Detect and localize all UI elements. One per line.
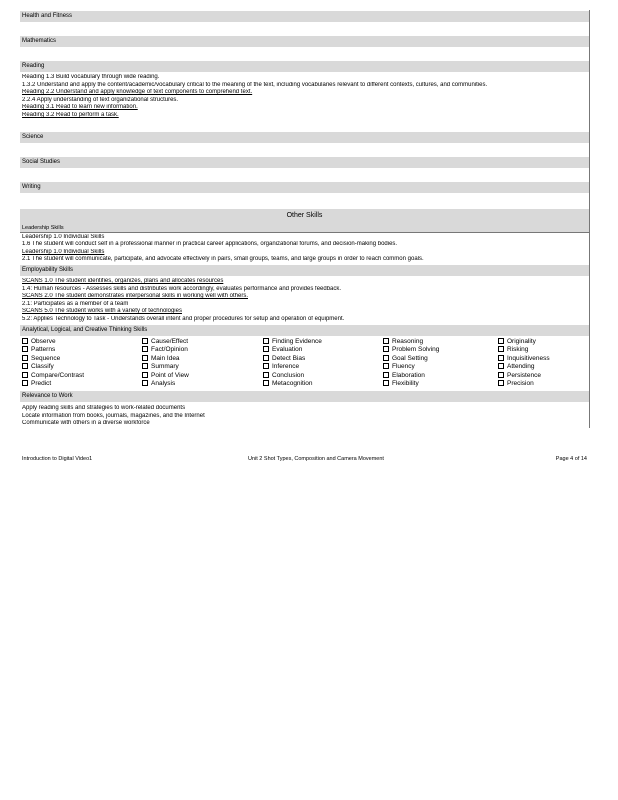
checkbox-icon[interactable] — [142, 380, 148, 386]
checkbox-icon[interactable] — [22, 346, 28, 352]
reading-line: 2.2.4 Apply understanding of text organizational structures. — [22, 96, 179, 103]
relevance-line: Apply reading skills and strategies to work-related documents — [22, 405, 186, 412]
skill-checkbox-item[interactable] — [142, 380, 263, 389]
skill-label: Finding Evidence — [272, 337, 322, 345]
skill-checkbox-item[interactable] — [498, 355, 591, 364]
checkbox-icon[interactable] — [383, 372, 389, 378]
skill-checkbox-item[interactable] — [22, 380, 142, 389]
skill-checkbox-item[interactable] — [142, 346, 263, 355]
checkbox-icon[interactable] — [22, 363, 28, 369]
skill-label: Compare/Contrast — [31, 371, 85, 379]
skill-checkbox-item[interactable] — [383, 355, 498, 364]
skill-label: Precision — [507, 380, 534, 388]
checkbox-icon[interactable] — [22, 338, 28, 344]
skill-label: Summary — [151, 363, 179, 371]
checkbox-icon[interactable] — [383, 363, 389, 369]
skill-label: Metacognition — [272, 380, 313, 388]
reading-standards — [20, 72, 589, 120]
leadership-line: Leadership 1.0 Individual Skills — [22, 248, 105, 255]
checkbox-icon[interactable] — [498, 363, 504, 369]
skill-checkbox-item[interactable] — [263, 338, 383, 347]
checkbox-icon[interactable] — [22, 380, 28, 386]
skill-checkbox-item[interactable] — [142, 372, 263, 381]
skill-checkbox-item[interactable] — [263, 380, 383, 389]
reading-line: Reading 2.2 Understand and apply knowledge of text components to comprehend text. — [22, 89, 253, 96]
reading-line: Reading 1.3 Build vocabulary through wide reading. — [22, 74, 160, 80]
skill-checkbox-item[interactable] — [383, 363, 498, 372]
leadership-line: 1.6 The student will conduct self in a professional manner in practical career applications, organizational forums, and decision-making bodies. — [22, 241, 398, 248]
skill-label: Problem Solving — [392, 346, 440, 354]
checkbox-icon[interactable] — [383, 338, 389, 344]
skill-label: Goal Setting — [392, 354, 428, 362]
skill-label: Patterns — [31, 346, 56, 354]
skill-checkbox-item[interactable] — [498, 363, 591, 372]
page-footer — [22, 455, 587, 464]
skill-checkbox-item[interactable] — [22, 372, 142, 381]
skill-label: Inference — [272, 363, 300, 371]
skill-checkbox-item[interactable] — [383, 380, 498, 389]
leadership-line: Leadership 1.0 Individual Skills — [22, 233, 105, 240]
checkbox-icon[interactable] — [263, 363, 269, 369]
reading-line: Reading 3.1 Read to learn new information. — [22, 104, 138, 111]
skill-checkbox-item[interactable] — [22, 338, 142, 347]
skill-label: Fluency — [392, 363, 415, 371]
skill-checkbox-item[interactable] — [263, 346, 383, 355]
skill-checkbox-item[interactable] — [498, 338, 591, 347]
section-writing: Writing — [20, 181, 589, 193]
leadership-line: 2.1 The student will communicate, participate, and advocate effectively in pairs, small groups, teams, and large groups in order to reach common goals. — [22, 256, 424, 263]
checkbox-icon[interactable] — [142, 338, 148, 344]
checkbox-icon[interactable] — [383, 346, 389, 352]
employability-line: SCANS 1.0 The student identifies, organizes, plans and allocates resources — [22, 277, 224, 284]
footer-page-number: Page 4 of 14 — [555, 456, 587, 462]
section-mathematics: Mathematics — [20, 35, 589, 47]
reading-line: 1.3.2 Understand and apply the content/academic/vocabulary critical to the meaning of the text, including vocabularies relevant to different contexts, cultures, and communities. — [22, 81, 488, 88]
skill-label: Inquisitiveness — [507, 354, 550, 362]
skill-label: Predict — [31, 380, 52, 388]
checkbox-icon[interactable] — [263, 338, 269, 344]
leadership-standards — [20, 233, 589, 264]
skill-label: Originality — [507, 337, 536, 345]
skill-checkbox-item[interactable] — [498, 380, 591, 389]
employability-standards — [20, 276, 589, 324]
skill-checkbox-item[interactable] — [22, 346, 142, 355]
section-relevance-to-work: Relevance to Work — [20, 390, 589, 402]
skill-checkbox-item[interactable] — [142, 355, 263, 364]
skill-label: Persistence — [507, 371, 541, 379]
skill-label: Classify — [31, 363, 54, 371]
other-skills-title: Other Skills — [286, 211, 323, 219]
checkbox-icon[interactable] — [22, 372, 28, 378]
thinking-skills-checklist — [20, 336, 589, 390]
reading-line: Reading 3.2 Read to perform a task. — [22, 111, 119, 118]
checkbox-icon[interactable] — [383, 355, 389, 361]
checkbox-icon[interactable] — [263, 355, 269, 361]
skill-label: Fact/Opinion — [151, 346, 188, 354]
skill-checkbox-item[interactable] — [383, 338, 498, 347]
checkbox-icon[interactable] — [498, 355, 504, 361]
other-skills-header — [20, 209, 589, 232]
section-thinking-skills: Analytical, Logical, and Creative Thinking Skills — [20, 324, 589, 336]
checkbox-icon[interactable] — [383, 380, 389, 386]
checkbox-icon[interactable] — [263, 380, 269, 386]
skill-label: Main Idea — [151, 354, 180, 362]
footer-unit: Unit 2 Shot Types, Composition and Camera Movement — [248, 456, 384, 462]
section-health-fitness: Health and Fitness — [20, 10, 589, 22]
checkbox-icon[interactable] — [142, 346, 148, 352]
skill-label: Conclusion — [272, 371, 305, 379]
skill-label: Sequence — [31, 354, 61, 362]
leadership-skills-label: Leadership Skills — [22, 224, 64, 231]
skill-checkbox-item[interactable] — [263, 372, 383, 381]
checkbox-icon[interactable] — [142, 355, 148, 361]
section-employability: Employability Skills — [20, 264, 589, 276]
checkbox-icon[interactable] — [498, 338, 504, 344]
employability-line: 1.4: Human resources - Assesses skills and distributes work accordingly, evaluates performance and provides feedback. — [22, 285, 342, 292]
checkbox-icon[interactable] — [142, 372, 148, 378]
skill-label: Risking — [507, 346, 529, 354]
relevance-lines — [20, 402, 589, 428]
skill-checkbox-item[interactable] — [142, 363, 263, 372]
section-social-studies: Social Studies — [20, 156, 589, 168]
skill-label: Flexibility — [392, 380, 419, 388]
skill-checkbox-item[interactable] — [383, 372, 498, 381]
footer-course: Introduction to Digital Video1 — [22, 456, 93, 462]
skill-checkbox-item[interactable] — [22, 363, 142, 372]
skill-checkbox-item[interactable] — [498, 346, 591, 355]
standards-page — [20, 10, 590, 428]
skill-label: Point of View — [151, 371, 189, 379]
checkbox-icon[interactable] — [22, 355, 28, 361]
skill-checkbox-item[interactable] — [263, 363, 383, 372]
skill-checkbox-item[interactable] — [22, 355, 142, 364]
skill-checkbox-item[interactable] — [142, 338, 263, 347]
checkbox-icon[interactable] — [263, 372, 269, 378]
skill-label: Analysis — [151, 380, 176, 388]
skill-checkbox-item[interactable] — [263, 355, 383, 364]
skill-label: Detect Bias — [272, 354, 306, 362]
skill-checkbox-item[interactable] — [383, 346, 498, 355]
relevance-line: Locate information from books, journals, magazines, and the Internet — [22, 412, 205, 419]
checkbox-icon[interactable] — [498, 380, 504, 386]
employability-line: 2.1: Participates as a member of a team — [22, 300, 129, 307]
skill-label: Observe — [31, 337, 56, 345]
employability-line: 5.2: Applies Technology to Task - Understands overall intent and proper procedures for setup and operation of equipment. — [22, 315, 345, 322]
section-reading: Reading — [20, 60, 589, 72]
skill-label: Evaluation — [272, 346, 303, 354]
skill-label: Elaboration — [392, 371, 425, 379]
skill-label: Reasoning — [392, 337, 424, 345]
checkbox-icon[interactable] — [142, 363, 148, 369]
skill-label: Attending — [507, 363, 535, 371]
skill-checkbox-item[interactable] — [498, 372, 591, 381]
skill-label: Cause/Effect — [151, 337, 189, 345]
relevance-line: Communicate with others in a diverse workforce — [22, 420, 150, 427]
section-science: Science — [20, 131, 589, 143]
employability-line: SCANS 2.0 The student demonstrates interpersonal skills in working well with others. — [22, 293, 248, 300]
checkbox-icon[interactable] — [263, 346, 269, 352]
employability-line: SCANS 5.0 The student works with a variety of technologies — [22, 308, 182, 315]
checkbox-icon[interactable] — [498, 372, 504, 378]
checkbox-icon[interactable] — [498, 346, 504, 352]
